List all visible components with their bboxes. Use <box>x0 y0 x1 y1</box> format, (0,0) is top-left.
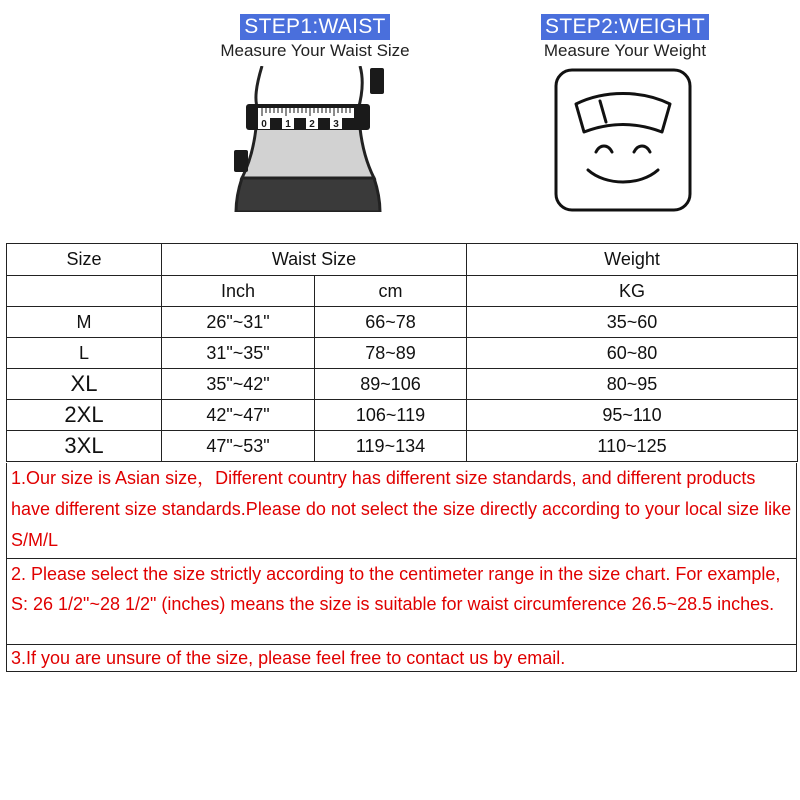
unit-cm: cm <box>315 276 467 307</box>
size-cell: L <box>7 338 162 369</box>
step1-header <box>200 14 430 61</box>
size-cell: XL <box>7 369 162 400</box>
table-row <box>7 431 798 462</box>
table-row <box>7 338 798 369</box>
cm-cell: 106~119 <box>315 400 467 431</box>
unit-kg: KG <box>467 276 798 307</box>
inch-cell: 47"~53" <box>162 431 315 462</box>
size-cell: M <box>7 307 162 338</box>
tape-number-3: 3 <box>333 119 339 130</box>
cm-cell: 78~89 <box>315 338 467 369</box>
tape-number-1: 1 <box>285 119 291 130</box>
tape-number-0: 0 <box>261 119 267 130</box>
kg-cell: 80~95 <box>467 369 798 400</box>
inch-cell: 42"~47" <box>162 400 315 431</box>
size-chart-table <box>6 243 798 462</box>
units-empty <box>7 276 162 307</box>
table-row <box>7 369 798 400</box>
size-cell: 2XL <box>7 400 162 431</box>
note-1: 1.Our size is Asian size，Different country has different size standards, and different products have different size standards.Please do not select the size directly according to your local size like S/M/L <box>6 463 797 559</box>
inch-cell: 31"~35" <box>162 338 315 369</box>
waist-measure-icon <box>228 66 388 212</box>
kg-cell: 110~125 <box>467 431 798 462</box>
table-row <box>7 400 798 431</box>
step2-subtitle: Measure Your Weight <box>543 41 707 60</box>
kg-cell: 60~80 <box>467 338 798 369</box>
table-units-row <box>7 276 798 307</box>
header-waist-size: Waist Size <box>162 244 467 276</box>
header-size: Size <box>7 244 162 276</box>
kg-cell: 35~60 <box>467 307 798 338</box>
tape-number-2: 2 <box>309 119 315 130</box>
note-3: 3.If you are unsure of the size, please feel free to contact us by email. <box>6 644 797 672</box>
step1-subtitle: Measure Your Waist Size <box>220 41 410 60</box>
inch-cell: 26"~31" <box>162 307 315 338</box>
weight-scale-icon <box>554 68 692 212</box>
cm-cell: 89~106 <box>315 369 467 400</box>
inch-cell: 35"~42" <box>162 369 315 400</box>
table-header-row <box>7 244 798 276</box>
unit-inch: Inch <box>162 276 315 307</box>
step2-header <box>520 14 730 61</box>
table-row <box>7 307 798 338</box>
step2-badge: STEP2:WEIGHT <box>541 14 709 40</box>
cm-cell: 119~134 <box>315 431 467 462</box>
step1-badge: STEP1:WAIST <box>240 14 389 40</box>
kg-cell: 95~110 <box>467 400 798 431</box>
note-2: 2. Please select the size strictly according to the centimeter range in the size chart. For example, S: 26 1/2"~28 1/2" (inches) means the size is suitable for waist circumference 26.5~28.5 inches. <box>6 558 797 645</box>
header-weight: Weight <box>467 244 798 276</box>
size-cell: 3XL <box>7 431 162 462</box>
cm-cell: 66~78 <box>315 307 467 338</box>
